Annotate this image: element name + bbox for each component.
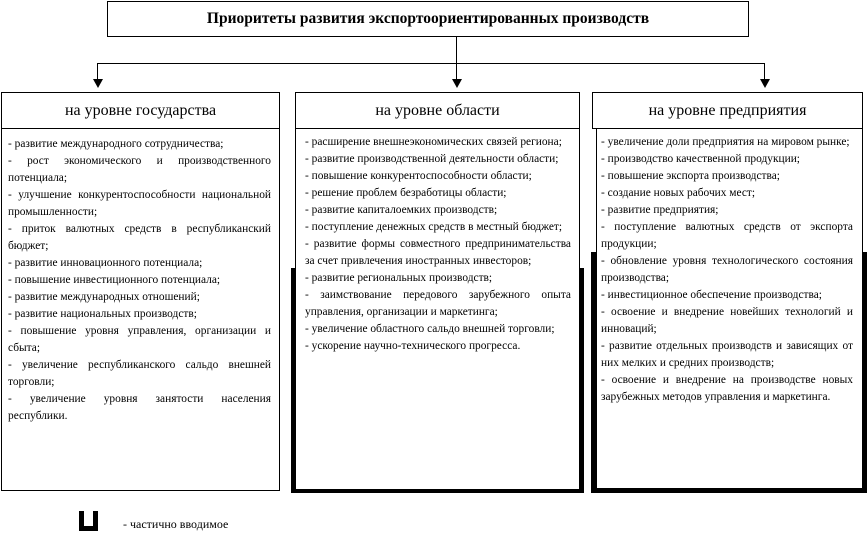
list-item: - развитие производственной деятельности области; — [305, 153, 559, 165]
list-item: - повышение конкурентоспособности области; — [305, 170, 532, 182]
connector-left — [97, 63, 98, 79]
list-item: - приток валютных средств в республиканский бюджет; — [8, 223, 271, 252]
list-item: - повышение экспорта производства; — [601, 170, 780, 182]
list-region-level — [305, 134, 571, 355]
list-item: - заимствование передового зарубежного опыта управления, организации и маркетинга; — [305, 289, 571, 318]
arrow-down-icon — [93, 79, 103, 88]
partial-bracket-icon — [79, 511, 98, 531]
list-item: - развитие капиталоемких производств; — [305, 204, 498, 216]
list-item: - развитие региональных производств; — [305, 272, 493, 284]
list-item: - увеличение областного сальдо внешней торговли; — [305, 323, 555, 335]
diagram-title: Приоритеты развития экспортоориентированных производств — [107, 1, 749, 37]
connector-right — [764, 63, 765, 79]
list-item: - расширение внешнеэкономических связей региона; — [305, 136, 562, 148]
list-item: - производство качественной продукции; — [601, 153, 800, 165]
list-item: - поступление денежных средств в местный бюджет; — [305, 221, 563, 233]
arrow-down-icon — [760, 79, 770, 88]
arrow-down-icon — [452, 79, 462, 88]
connector-middle — [456, 63, 457, 79]
list-item: - решение проблем безработицы области; — [305, 187, 507, 199]
list-item: - освоение и внедрение новейших технологий и инноваций; — [601, 306, 853, 335]
list-item: - рост экономического и производственного потенциала; — [8, 155, 271, 184]
list-item: - повышение уровня управления, организации и сбыта; — [8, 325, 271, 354]
list-item: - инвестиционное обеспечение производства; — [601, 289, 822, 301]
list-item: - развитие международных отношений; — [8, 291, 200, 303]
heading-enterprise-level: на уровне предприятия — [592, 92, 863, 129]
list-state-level — [8, 136, 271, 425]
heading-state-level: на уровне государства — [1, 92, 280, 129]
connector-horizontal — [97, 63, 765, 64]
list-item: - развитие предприятия; — [601, 204, 719, 216]
list-enterprise-level — [601, 134, 853, 406]
list-item: - обновление уровня технологического состояния производства; — [601, 255, 853, 284]
legend-text: - частично вводимое — [123, 517, 229, 531]
list-item: - ускорение научно-технического прогресса. — [305, 340, 521, 352]
list-item: - увеличение республиканского сальдо внешней торговли; — [8, 359, 271, 388]
list-item: - повышение инвестиционного потенциала; — [8, 274, 221, 286]
list-item: - освоение и внедрение на производстве новых зарубежных методов управления и маркетинга. — [601, 374, 853, 403]
list-item: - увеличение доли предприятия на мировом рынке; — [601, 136, 850, 148]
list-item: - развитие инновационного потенциала; — [8, 257, 203, 269]
connector-trunk — [456, 37, 457, 64]
heading-region-level: на уровне области — [295, 92, 580, 129]
list-item: - создание новых рабочих мест; — [601, 187, 756, 199]
list-item: - развитие национальных производств; — [8, 308, 197, 320]
list-item: - увеличение уровня занятости населения республики. — [8, 393, 271, 422]
list-item: - поступление валютных средств от экспорта продукции; — [601, 221, 853, 250]
list-item: - развитие формы совместного предпринимательства за счет привлечения иностранных инвесторов; — [305, 238, 571, 267]
list-item: - улучшение конкурентоспособности национальной промышленности; — [8, 189, 271, 218]
list-item: - развитие отдельных производств и зависящих от них мелких и средних производств; — [601, 340, 853, 369]
list-item: - развитие международного сотрудничества; — [8, 138, 224, 150]
